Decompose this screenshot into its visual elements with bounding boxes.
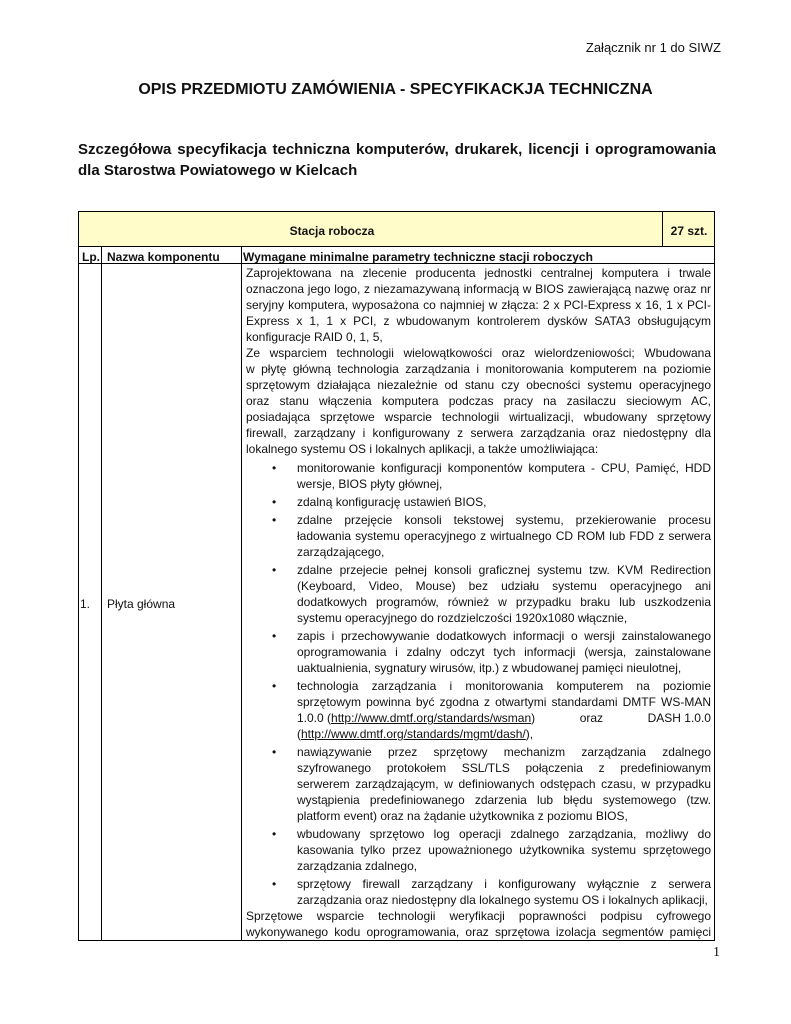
bullet-icon: •: [272, 461, 277, 475]
bullet-line: systemu operacyjnego do rozdzielczości 1920x1080 włącznie,: [297, 611, 628, 625]
bullet-line: zapis i przechowywanie dodatkowych informacji o wersji zainstalowanego: [297, 629, 711, 643]
bullet-line: zarządzającego,: [297, 545, 385, 559]
wsman-version: 1.0.0 (http://www.dmtf.org/standards/wsman): [297, 711, 536, 725]
spec-line: konfiguracje RAID 0, 1, 5,: [246, 330, 383, 344]
table-divider-lp: [101, 246, 102, 941]
dash-version: DASH 1.0.0: [647, 711, 711, 725]
bullet-line: technologia zarządzania i monitorowania komputerem na poziomie: [297, 679, 711, 693]
spec-line: w płytę główną technologia zarządzania i monitorowania komputerem na poziomie: [246, 362, 711, 376]
bullet-line: ładowania systemu operacyjnego z wirtualnego CD ROM lub FDD z serwera: [297, 529, 711, 543]
document-subtitle: [78, 139, 716, 181]
wsman-link[interactable]: http://www.dmtf.org/standards/wsman: [331, 711, 532, 725]
bullet-icon: •: [272, 629, 277, 643]
row-component-name: Płyta główna: [107, 597, 176, 611]
bullet-line: zarządzania oraz niedostępny dla lokalnego systemu OS i lokalnych aplikacji,: [297, 893, 708, 907]
column-header-params: Wymagane minimalne parametry techniczne stacji roboczych: [243, 250, 593, 264]
bullet-line: (Keyboard, Video, Mouse) bez udziału systemu operacyjnego ani: [297, 579, 711, 593]
table-border-header-bottom: [78, 246, 715, 247]
subtitle-line-1: Szczegółowa specyfikacja techniczna komputerów, drukarek, licencji i oprogramowania: [78, 141, 716, 158]
bullet-line: sprzętowy firewall zarządzany i konfigurowany wyłącznie z serwera: [297, 877, 711, 891]
bullet-icon: •: [272, 679, 277, 693]
bullet-line: nawiązywanie przez sprzętowy mechanizm zarządzania zdalnego: [297, 745, 711, 759]
attachment-label: Załącznik nr 1 do SIWZ: [585, 40, 721, 55]
bullet-line: monitorowanie konfiguracji komponentów komputera - CPU, Pamięć, HDD: [297, 461, 711, 475]
bullet-line: wystąpienia predefiniowanego zdarzenia lub błędu systemowego (tzw.: [297, 793, 711, 807]
bullet-icon: •: [272, 877, 277, 891]
spec-line: Ze wsparciem technologii wielowątkowości oraz wielordzeniowości; Wbudowana: [246, 346, 711, 360]
column-header-name: Nazwa komponentu: [107, 250, 220, 264]
bullet-line: oprogramowania i zdalny odczyt tych informacji (wersja, zainstalowane: [297, 645, 711, 659]
dash-link-line: (http://www.dmtf.org/standards/mgmt/dash/),: [297, 727, 534, 741]
table-border-left: [78, 211, 79, 941]
spec-line: lokalnego systemu OS i lokalnych aplikacji, a także umożliwiająca:: [246, 442, 599, 456]
bullet-line: kasowania tylko przez upoważnionego użytkownika systemu sprzętowego: [297, 843, 711, 857]
bullet-line: platform event) oraz na żądanie użytkownika z poziomu BIOS,: [297, 809, 628, 823]
bullet-line: szyfrowanego protokołem SSL/TLS połączenia z predefiniowanym: [297, 761, 711, 775]
bullet-icon: •: [272, 495, 277, 509]
bullet-line: wersje, BIOS płyty głównej,: [297, 477, 443, 491]
table-border-right: [714, 211, 715, 941]
document-title: OPIS PRZEDMIOTU ZAMÓWIENIA - SPECYFIKACKJA TECHNICZNA: [138, 81, 653, 98]
row-lp: 1.: [80, 597, 91, 611]
bullet-icon: •: [272, 563, 277, 577]
table-border-bottom: [78, 940, 715, 941]
dash-link[interactable]: http://www.dmtf.org/standards/mgmt/dash/: [301, 727, 526, 741]
bullet-line: zarządzania zdalnego,: [297, 859, 418, 873]
spec-line: oraz stanu włączenia komputera podczas pracy na zasilaczu sieciowym AC,: [246, 394, 711, 408]
bullet-icon: •: [272, 513, 277, 527]
spec-line: oznaczona jego logo, z niezamazywaną informacją w BIOS zawierającą nazwę oraz nr: [246, 282, 711, 296]
column-header-lp: Lp.: [82, 250, 100, 264]
bullet-line: serwerem zarządzającym, w definiowanych odstępach czasu, w przypadku: [297, 777, 711, 791]
bullet-line: wbudowany sprzętowo log operacji zdalnego zarządzania, możliwy do: [297, 827, 711, 841]
spec-line: firewall, zarządzany i konfigurowany z serwera zarządzania oraz niedostępny dla: [246, 426, 711, 440]
bullet-line: uaktualnienia, sygnatury wirusów, itp.) z wbudowanej pamięci nieulotnej,: [297, 661, 682, 675]
spec-line: sprzętowym działająca niezależnie od stanu czy obecności systemu operacyjnego: [246, 378, 711, 392]
station-quantity: 27 szt.: [670, 224, 708, 238]
spec-line: posiadająca sprzętowe wsparcie technologii wirtualizacji, wbudowany sprzętowy: [246, 410, 711, 424]
bullet-icon: •: [272, 827, 277, 841]
spec-line: Sprzętowe wsparcie technologii weryfikacji poprawności podpisu cyfrowego: [246, 909, 711, 923]
oraz-text: oraz: [579, 711, 604, 725]
bullet-line: dodatkowych programów, również w przypadku braku lub uszkodzenia: [297, 595, 711, 609]
spec-line: Zaprojektowana na zlecenie producenta jednostki centralnej komputera i trwale: [246, 266, 711, 280]
subtitle-line-2: dla Starostwa Powiatowego w Kielcach: [78, 162, 358, 179]
table-border-top: [78, 211, 715, 212]
bullet-line: zdalne przejecie pełnej konsoli graficznej systemu tzw. KVM Redirection: [297, 563, 711, 577]
bullet-icon: •: [272, 745, 277, 759]
station-label: Stacja robocza: [289, 224, 375, 238]
spec-line: seryjny komputera, wyposażona co najmniej w złącza: 2 x PCI-Express x 16, 1 x PCI-: [246, 298, 711, 312]
spec-line: wykonywanego kodu oprogramowania, oraz sprzętowa izolacja segmentów pamięci: [246, 925, 711, 939]
bullet-line: zdalne przejęcie konsoli tekstowej systemu, przekierowanie procesu: [297, 513, 711, 527]
page-number: 1: [713, 945, 720, 960]
table-divider-name: [241, 246, 242, 941]
bullet-line: zdalną konfigurację ustawień BIOS,: [297, 495, 487, 509]
dmtf-standards-line: [297, 710, 711, 726]
bullet-line: sprzętowym powinna być zgodna z otwartymi standardami DMTF WS-MAN: [297, 695, 711, 709]
spec-line: Express x 1, 1 x PCI, z wbudowanym kontrolerem dysków SATA3 obsługującym: [246, 314, 711, 328]
